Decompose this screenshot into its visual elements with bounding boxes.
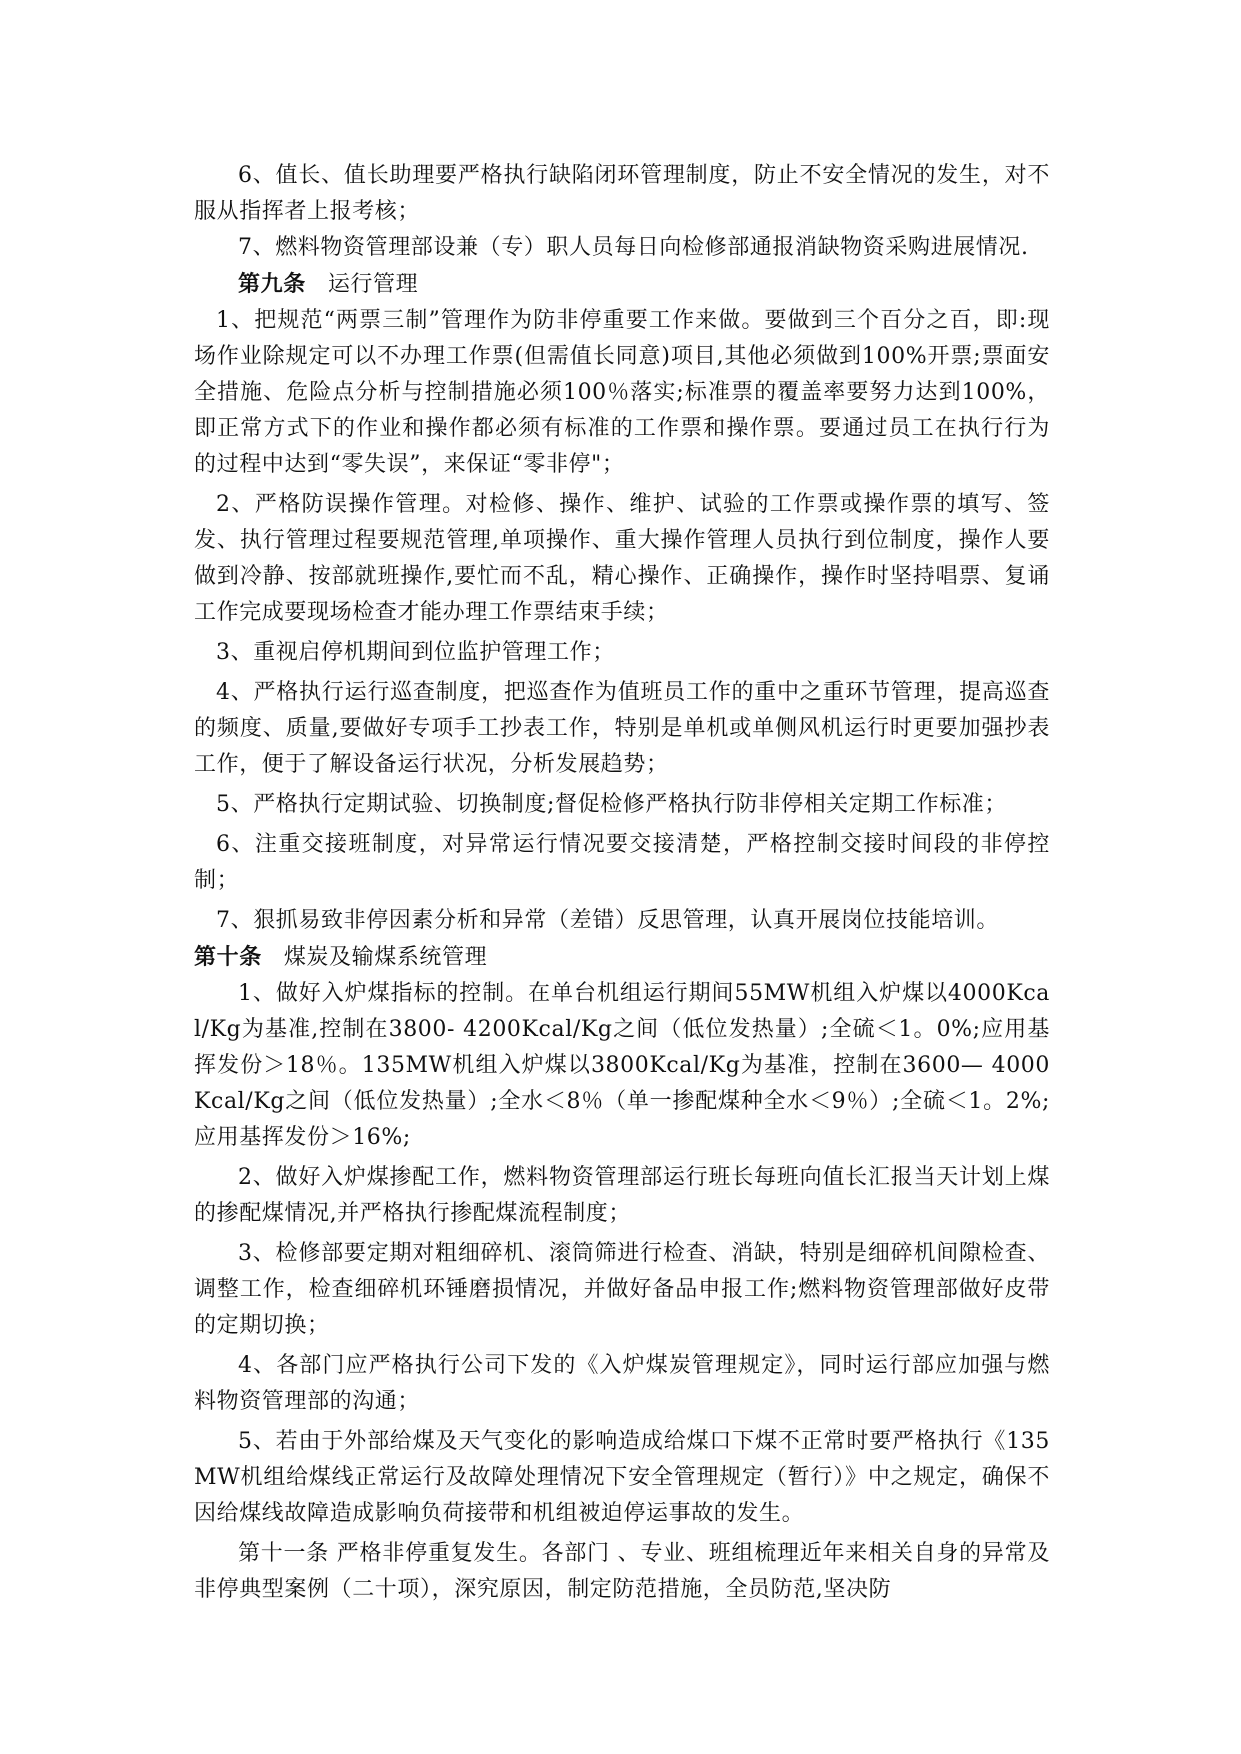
article-9-item-3: 3、重视启停机期间到位监护管理工作； — [216, 640, 615, 665]
article-10-title: 煤炭及输煤系统管理 — [283, 945, 488, 970]
article-10-label: 第十条 — [194, 944, 262, 970]
article-9-item-2: 2、严格防误操作管理。对检修、操作、维护、试验的工作票或操作票的填写、签发、执行管理过程要规范管理,单项操作、重大操作管理人员执行到位制度，操作人要做到冷静、按部就班操作,要忙而不乱，精心操作、正确操作，操作时坚持唱票、复诵工作完成要现场检查才能办理工作票结束手续； — [194, 492, 1050, 625]
article-10-item-4: 4、各部门应严格执行公司下发的《入炉煤炭管理规定》，同时运行部应加强与燃料物资管理部的沟通； — [194, 1353, 1050, 1414]
article-11-paragraph: 第十一条 严格非停重复发生。各部门 、专业、班组梳理近年来相关自身的异常及非停典型案例（二十项），深究原因，制定防范措施，全员防范,坚决防 — [194, 1541, 1050, 1602]
paragraph-top-7: 7、燃料物资管理部设兼（专）职人员每日向检修部通报消缺物资采购进展情况. — [238, 235, 1029, 260]
article-10-item-2: 2、做好入炉煤掺配工作，燃料物资管理部运行班长每班向值长汇报当天计划上煤的掺配煤情况,并严格执行掺配煤流程制度； — [194, 1165, 1050, 1226]
article-10-item-1: 1、做好入炉煤指标的控制。在单台机组运行期间55MW机组入炉煤以4000Kcal/Kg为基准,控制在3800- 4200Kcal/Kg之间（低位发热量）;全硫＜1。0%;应用基挥发份＞18％。135MW机组入炉煤以3800Kcal/Kg为基准，控制在3600— 4000Kcal/Kg之间（低位发热量）;全水＜8％（单一掺配煤种全水＜9％）;全硫＜1。2%;应用基挥发份＞16%; — [194, 981, 1050, 1150]
document-page — [194, 158, 1050, 1608]
article-9-label: 第九条 — [238, 271, 306, 297]
article-9-item-1: 1、把规范“两票三制”管理作为防非停重要工作来做。要做到三个百分之百，即:现场作业除规定可以不办理工作票(但需值长同意)项目,其他必须做到100%开票;票面安全措施、危险点分析与控制措施必须100％落实;标准票的覆盖率要努力达到100%，即正常方式下的作业和操作都必须有标准的工作票和操作票。要通过员工在执行行为的过程中达到“零失误”，来保证“零非停"； — [194, 308, 1050, 477]
article-9-item-7: 7、狠抓易致非停因素分析和异常（差错）反思管理，认真开展岗位技能培训。 — [216, 908, 999, 933]
article-9-item-5: 5、严格执行定期试验、切换制度;督促检修严格执行防非停相关定期工作标准； — [216, 792, 1008, 817]
article-9-title: 运行管理 — [327, 272, 419, 297]
article-9-heading — [194, 266, 1050, 303]
article-10-item-5: 5、若由于外部给煤及天气变化的影响造成给煤口下煤不正常时要严格执行《135MW机组给煤线正常运行及故障处理情况下安全管理规定（暂行）》中之规定，确保不因给煤线故障造成影响负荷接带和机组被迫停运事故的发生。 — [194, 1429, 1050, 1526]
article-10-heading — [194, 939, 1050, 976]
article-9-item-4: 4、严格执行运行巡查制度，把巡查作为值班员工作的重中之重环节管理，提高巡查的频度、质量,要做好专项手工抄表工作，特别是单机或单侧风机运行时更要加强抄表工作，便于了解设备运行状况，分析发展趋势； — [194, 680, 1050, 777]
paragraph-top-6: 6、值长、值长助理要严格执行缺陷闭环管理制度，防止不安全情况的发生，对不服从指挥者上报考核； — [194, 163, 1050, 224]
article-10-item-3: 3、检修部要定期对粗细碎机、滚筒筛进行检查、消缺，特别是细碎机间隙检查、调整工作，检查细碎机环锤磨损情况，并做好备品申报工作;燃料物资管理部做好皮带的定期切换； — [194, 1241, 1050, 1338]
article-9-item-6: 6、注重交接班制度，对异常运行情况要交接清楚，严格控制交接时间段的非停控制； — [194, 832, 1050, 893]
